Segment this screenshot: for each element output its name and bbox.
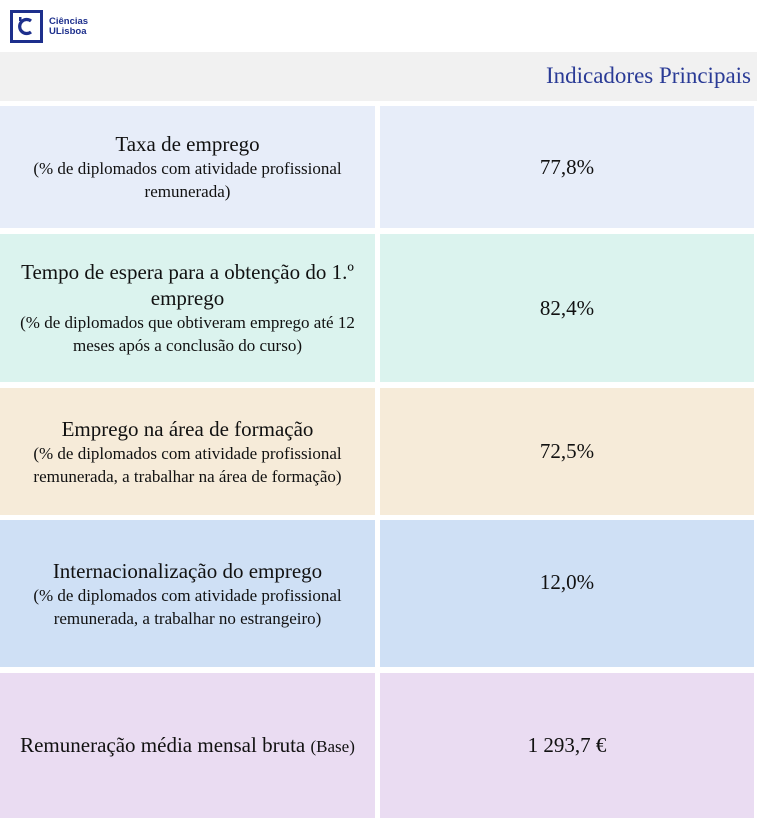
indicator-value: 77,8% (539, 154, 595, 179)
indicator-subtitle: (% de diplomados com atividade profissional remunerada, a trabalhar no estrangeiro) (33, 585, 342, 628)
header-band (0, 52, 757, 101)
indicator-subtitle: (% de diplomados com atividade profissional remunerada) (33, 159, 342, 201)
indicator-value: 12,0% (539, 570, 595, 594)
indicator-title: Taxa de emprego (115, 132, 260, 156)
indicator-subtitle: (% de diplomados que obtiveram emprego até 12 meses após a conclusão do curso) (20, 313, 355, 355)
indicator-title: Internacionalização do emprego (52, 558, 323, 583)
indicator-value: 1 293,7 € (527, 733, 607, 757)
indicator-subtitle: (% de diplomados com atividade profissional remunerada, a trabalhar na área de formação) (33, 443, 342, 486)
indicator-value-cell (380, 388, 754, 515)
indicator-value-cell (380, 234, 754, 382)
indicator-value: 82,4% (539, 295, 595, 320)
ciencias-ulisboa-logo (10, 10, 88, 43)
indicator-title-suffix: (Base) (310, 736, 355, 756)
indicator-row-internationalization (0, 520, 757, 667)
indicator-label-cell (0, 388, 375, 515)
indicator-label-cell (0, 673, 375, 818)
indicator-value: 72,5% (539, 439, 595, 463)
logo-wordmark (49, 17, 88, 37)
logo-c-icon (10, 10, 43, 43)
indicator-title: Remuneração média mensal bruta (20, 732, 306, 757)
logo-line-2: ULisboa (49, 25, 87, 37)
indicator-value-cell (380, 106, 754, 228)
indicator-value-cell (380, 520, 754, 667)
indicator-title: Emprego na área de formação (61, 416, 314, 441)
indicator-title-line (20, 732, 355, 760)
page-title: Indicadores Principais (545, 63, 751, 88)
indicator-row-field-employment (0, 388, 757, 515)
indicator-row-salary (0, 673, 757, 818)
logo-line-1: Ciências (49, 15, 89, 27)
indicator-row-waiting-time (0, 234, 757, 382)
indicator-value-cell (380, 673, 754, 818)
indicator-label-cell (0, 234, 375, 382)
indicator-label-cell (0, 520, 375, 667)
indicator-title: Tempo de espera para a obtenção do 1.º emprego (21, 260, 354, 310)
indicator-row-employment-rate (0, 106, 757, 228)
indicator-label-cell (0, 106, 375, 228)
